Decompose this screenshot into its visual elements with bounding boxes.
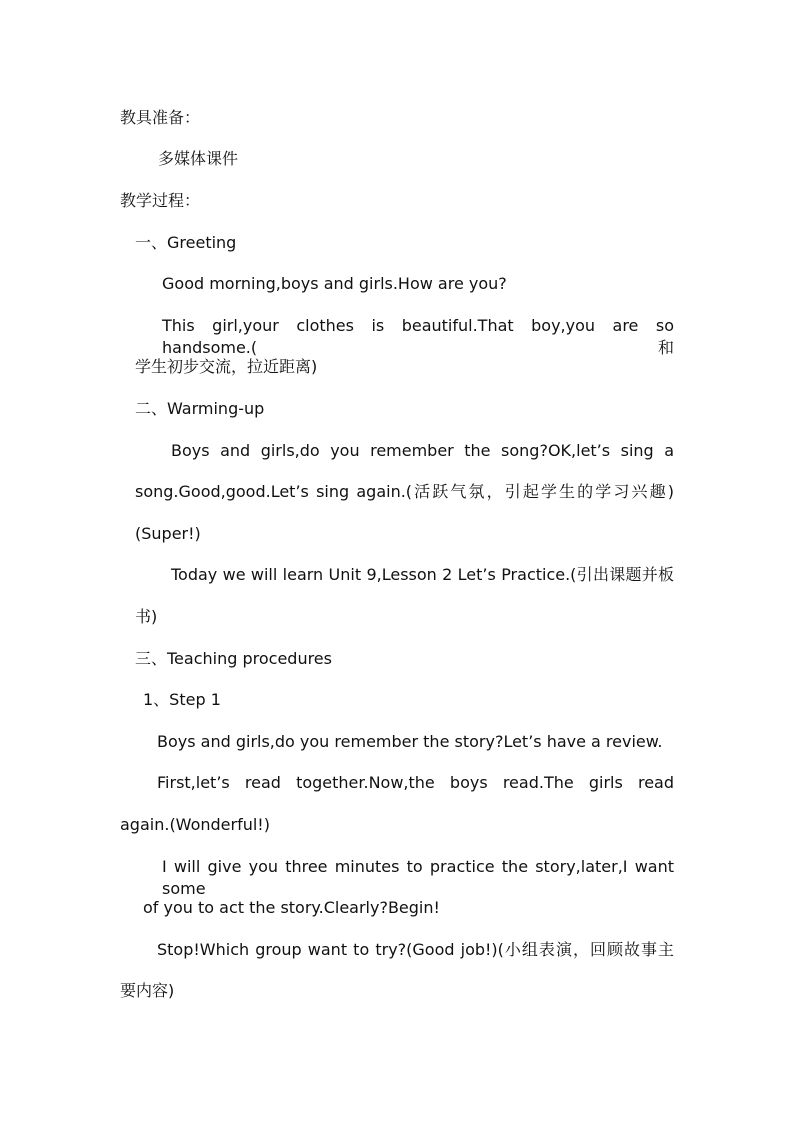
text-multimedia: 多媒体课件 xyxy=(158,149,239,168)
text-good-morning: Good morning,boys and girls.How are you? xyxy=(162,274,507,293)
text-three-minutes: I will give you three minutes to practice the story,later,I want some xyxy=(162,857,674,898)
text-sing-again: song.Good,good.Let’s sing again.(活跃气氛，引起学生的学习兴趣) xyxy=(135,482,674,501)
text-which-group: Stop!Which group want to try?(Good job!)(小组表演，回顾故事主 xyxy=(157,940,674,959)
section-greeting: 一、Greeting xyxy=(135,233,237,252)
text-today-learn-cont: 书) xyxy=(135,607,158,626)
heading-teaching-process: 教学过程： xyxy=(120,191,201,210)
text-read-together-cont: again.(Wonderful!) xyxy=(120,815,270,834)
text-remember-song: Boys and girls,do you remember the song?OK,let’s sing a xyxy=(171,441,674,460)
section-teaching-procedures: 三、Teaching procedures xyxy=(135,649,332,668)
text-today-learn: Today we will learn Unit 9,Lesson 2 Let’s Practice.(引出课题并板 xyxy=(171,565,674,584)
text-remember-story: Boys and girls,do you remember the story?Let’s have a review. xyxy=(157,732,663,751)
text-this-girl: This girl,your clothes is beautiful.That boy,you are so handsome.(和 xyxy=(162,316,674,357)
text-which-group-cont: 要内容) xyxy=(120,981,175,1000)
section-warming-up: 二、Warming-up xyxy=(135,399,265,418)
text-three-minutes-cont: of you to act the story.Clearly?Begin! xyxy=(143,898,440,917)
text-super: (Super!) xyxy=(135,524,201,543)
text-this-girl-cont: 学生初步交流，拉近距离) xyxy=(135,357,318,376)
text-read-together: First,let’s read together.Now,the boys read.The girls read xyxy=(157,773,674,792)
heading-teaching-aids: 教具准备： xyxy=(120,108,201,127)
subsection-step-1: 1、Step 1 xyxy=(143,690,221,709)
